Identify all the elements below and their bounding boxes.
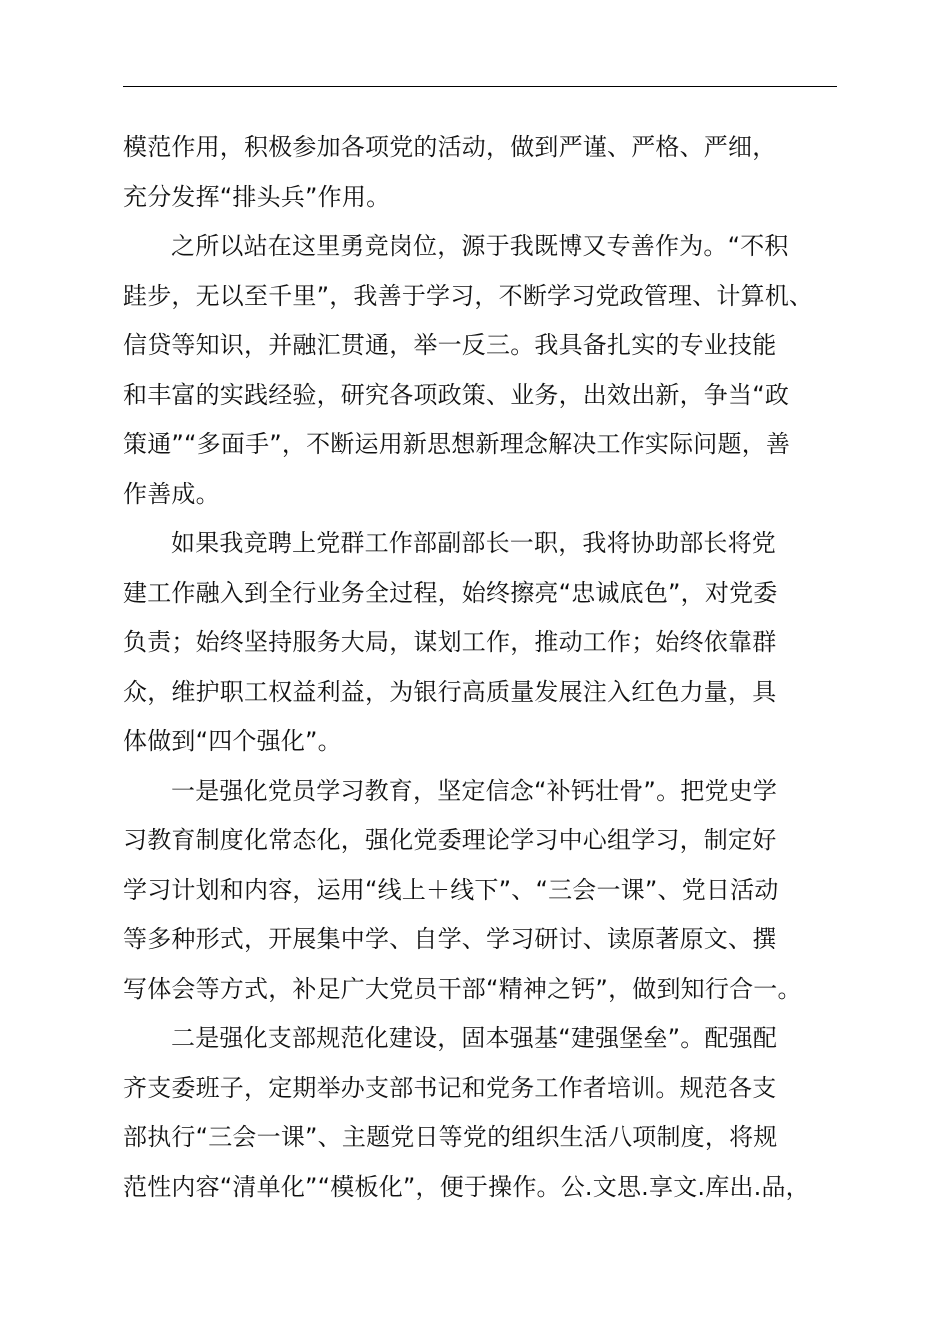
text-line: 一是强化党员学习教育，坚定信念“补钙壮骨”。把党史学 <box>171 776 778 805</box>
paragraph-2 <box>123 222 837 519</box>
text-line: 作善成。 <box>123 479 220 508</box>
text-line: 学习计划和内容，运用“线上＋线下”、“三会一课”、党日活动 <box>123 875 779 904</box>
paragraph-5 <box>123 1014 837 1212</box>
paragraph-1 <box>123 123 837 222</box>
text-line: 策通”“多面手”，不断运用新思想新理念解决工作实际问题，善 <box>123 430 791 458</box>
paragraph-4 <box>123 767 837 1015</box>
text-line: 模范作用，积极参加各项党的活动，做到严谨、严格、严细， <box>123 133 777 161</box>
text-line: 如果我竞聘上党群工作部副部长一职，我将协助部长将党 <box>171 529 776 557</box>
text-line: 负责；始终坚持服务大局，谋划工作，推动工作；始终依靠群 <box>123 628 777 656</box>
text-line: 等多种形式，开展集中学、自学、学习研讨、读原著原文、撰 <box>123 925 777 953</box>
text-line: 齐支委班子，定期举办支部书记和党务工作者培训。规范各支 <box>123 1073 777 1102</box>
text-line: 信贷等知识，并融汇贯通，举一反三。我具备扎实的专业技能 <box>123 331 777 359</box>
text-line: 之所以站在这里勇竞岗位，源于我既博又专善作为。“不积 <box>171 232 789 260</box>
text-line: 习教育制度化常态化，强化党委理论学习中心组学习，制定好 <box>123 826 777 854</box>
text-line: 体做到“四个强化”。 <box>123 727 342 755</box>
text-line: 部执行“三会一课”、主题党日等党的组织生活八项制度，将规 <box>123 1123 778 1151</box>
header-rule <box>123 86 837 87</box>
text-line: 范性内容“清单化”“模板化”，便于操作。公.文思.享文.库出.品， <box>123 1172 810 1201</box>
text-line: 二是强化支部规范化建设，固本强基“建强堡垒”。配强配 <box>171 1024 778 1052</box>
paragraph-3 <box>123 519 837 767</box>
text-line: 和丰富的实践经验，研究各项政策、业务，出效出新，争当“政 <box>123 380 790 409</box>
document-body <box>123 123 837 1212</box>
text-line: 建工作融入到全行业务全过程，始终擦亮“忠诚底色”，对党委 <box>123 578 778 607</box>
text-line: 跬步，无以至千里”，我善于学习，不断学习党政管理、计算机、 <box>123 281 814 310</box>
text-line: 写体会等方式，补足广大党员干部“精神之钙”，做到知行合一。 <box>123 974 802 1003</box>
text-line: 充分发挥“排头兵”作用。 <box>123 182 391 211</box>
text-line: 众，维护职工权益利益，为银行高质量发展注入红色力量，具 <box>123 677 777 706</box>
